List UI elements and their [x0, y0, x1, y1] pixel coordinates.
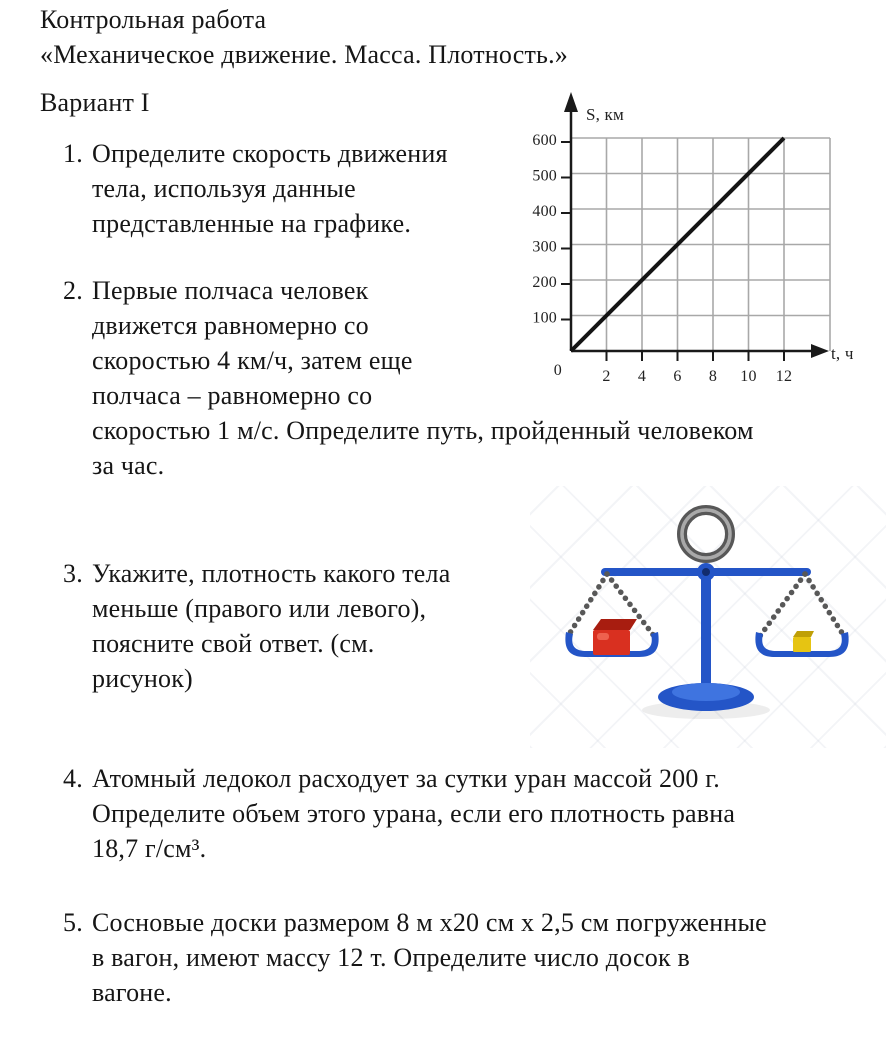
question-text: Укажите, плотность какого тела	[92, 559, 451, 588]
question-line: поясните свой ответ. (см.	[92, 629, 375, 658]
question-line: за час.	[92, 451, 165, 480]
svg-text:4: 4	[637, 368, 647, 385]
question-text: Первые полчаса человек	[92, 276, 369, 305]
chain-right-inner	[760, 574, 805, 636]
question-line: тела, используя данные	[92, 174, 356, 203]
question-line	[63, 905, 767, 940]
question-line	[63, 136, 448, 171]
question-line: 18,7 г/см³.	[92, 834, 207, 863]
question-line: рисунок)	[92, 664, 193, 693]
right-cube	[793, 637, 811, 652]
title-line-1: Контрольная работа	[40, 5, 267, 34]
question-line: Определите объем этого урана, если его плотность равна	[92, 799, 736, 828]
question-line: полчаса – равномерно со	[92, 381, 373, 410]
question-line: меньше (правого или левого),	[92, 594, 427, 623]
svg-text:8: 8	[708, 368, 718, 385]
svg-text:100: 100	[532, 309, 557, 327]
svg-text:0: 0	[553, 362, 562, 379]
page-title	[40, 2, 568, 72]
left-cube-top	[593, 619, 637, 630]
question-number: 3.	[63, 559, 83, 588]
question-1	[63, 136, 448, 241]
question-number: 5.	[63, 908, 83, 937]
question-text: Определите скорость движения	[92, 139, 448, 168]
question-line: представленные на графике.	[92, 209, 412, 238]
question-line: движется равномерно со	[92, 311, 369, 340]
svg-text:300: 300	[532, 238, 557, 256]
question-line: скоростью 1 м/с. Определите путь, пройденный человеком	[92, 416, 754, 445]
stand-base-top	[672, 683, 740, 701]
right-cube-top	[793, 631, 814, 637]
svg-text:400: 400	[532, 203, 557, 220]
svg-text:S, км: S, км	[586, 105, 624, 124]
question-number: 2.	[63, 276, 83, 305]
svg-text:2: 2	[602, 368, 611, 385]
question-number: 1.	[63, 139, 83, 168]
variant-label: Вариант I	[40, 88, 150, 117]
question-text: Сосновые доски размером 8 м х20 см х 2,5 см погруженные	[92, 908, 767, 937]
balance-scale-drawing	[530, 486, 886, 748]
title-line-2: «Механическое движение. Масса. Плотность.»	[40, 40, 569, 69]
hanging-ring-highlight	[682, 510, 730, 558]
beam-hub-center	[702, 568, 710, 576]
question-line: скоростью 4 км/ч, затем еще	[92, 346, 413, 375]
stand-post	[701, 574, 711, 696]
question-text: Атомный ледокол расходует за сутки уран массой 200 г.	[92, 764, 720, 793]
question-number: 4.	[63, 764, 83, 793]
question-line: в вагон, имеют массу 12 т. Определите число досок в	[92, 943, 690, 972]
question-3	[63, 556, 450, 696]
balance-scale-figure	[530, 486, 886, 748]
svg-text:500: 500	[532, 167, 557, 185]
svg-text:6: 6	[673, 368, 682, 385]
svg-text:t, ч: t, ч	[831, 344, 854, 363]
question-5	[63, 905, 767, 1010]
svg-text:10: 10	[740, 368, 757, 385]
svg-text:200: 200	[532, 274, 557, 291]
left-cube-highlight	[597, 633, 609, 640]
distance-time-graph	[515, 90, 887, 395]
svg-text:12: 12	[775, 368, 793, 385]
question-4	[63, 761, 735, 866]
svg-text:600: 600	[532, 132, 557, 149]
question-line	[63, 556, 450, 591]
chain-right-outer	[805, 574, 844, 636]
question-line	[63, 761, 735, 796]
question-line: вагоне.	[92, 978, 172, 1007]
